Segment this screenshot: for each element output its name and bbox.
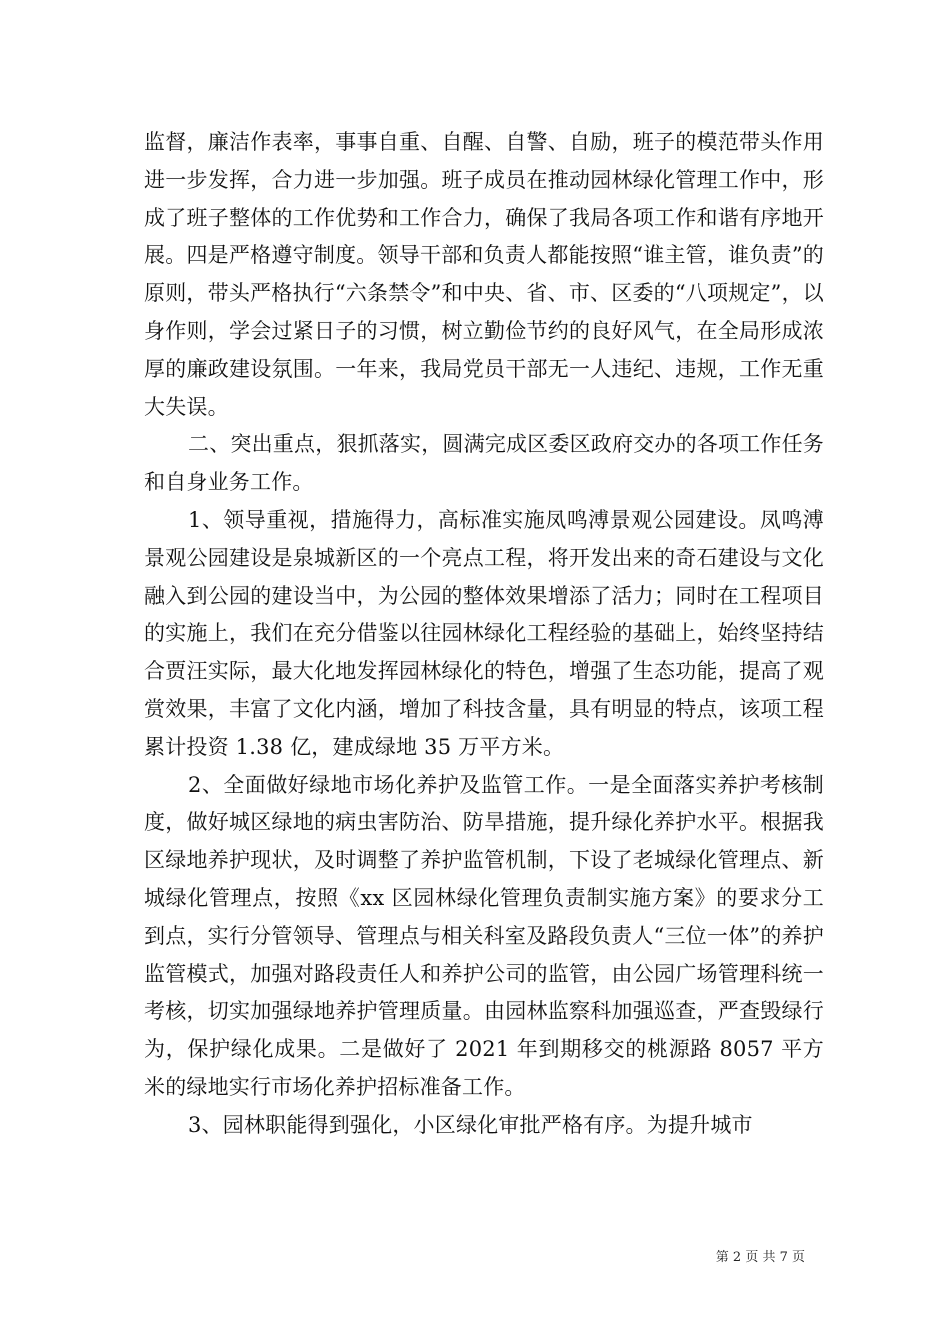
paragraph-3: 1、领导重视，措施得力，高标准实施凤鸣溥景观公园建设。凤鸣溥景观公园建设是泉城新区的一个亮点工程，将开发出来的奇石建设与文化融入到公园的建设当中，为公园的整体效果增添了活力；同时在工程项目的实施上，我们在充分借鉴以往园林绿化工程经验的基础上，始终坚持结合贾汪实际，最大化地发挥园林绿化的特色，增强了生态功能，提高了观赏效果，丰富了文化内涵，增加了科技含量，具有明显的特点，该项工程累计投资 1.38 亿，建成绿地 35 万平方米。 (144, 507, 824, 759)
document-body (144, 124, 824, 1145)
paragraph-1: 监督，廉洁作表率，事事自重、自醒、自警、自励，班子的模范带头作用进一步发挥，合力进一步加强。班子成员在推动园林绿化管理工作中，形成了班子整体的工作优势和工作合力，确保了我局各项工作和谐有序地开展。四是严格遵守制度。领导干部和负责人都能按照“谁主管，谁负责”的原则，带头严格执行“六条禁令”和中央、省、市、区委的“八项规定”，以身作则，学会过紧日子的习惯，树立勤俭节约的良好风气，在全局形成浓厚的廉政建设氛围。一年来，我局党员干部无一人违纪、违规，工作无重大失误。 (144, 130, 824, 419)
paragraph-2: 二、突出重点，狠抓落实，圆满完成区委区政府交办的各项工作任务和自身业务工作。 (144, 432, 824, 495)
page-number: 第 2 页 共 7 页 (715, 1250, 805, 1265)
paragraph-5: 3、园林职能得到强化，小区绿化审批严格有序。为提升城市 (188, 1112, 753, 1137)
paragraph-4: 2、全面做好绿地市场化养护及监管工作。一是全面落实养护考核制度，做好城区绿地的病虫害防治、防旱措施，提升绿化养护水平。根据我区绿地养护现状，及时调整了养护监管机制，下设了老城绿化管理点、新城绿化管理点，按照《xx 区园林绿化管理负责制实施方案》的要求分工到点，实行分管领导、管理点与相关科室及路段负责人“三位一体”的养护监管模式，加强对路段责任人和养护公司的监管，由公园广场管理科统一考核，切实加强绿地养护管理质量。由园林监察科加强巡查，严查毁绿行为，保护绿化成果。二是做好了 2021 年到期移交的桃源路 8057 平方米的绿地实行市场化养护招标准备工作。 (144, 772, 824, 1099)
